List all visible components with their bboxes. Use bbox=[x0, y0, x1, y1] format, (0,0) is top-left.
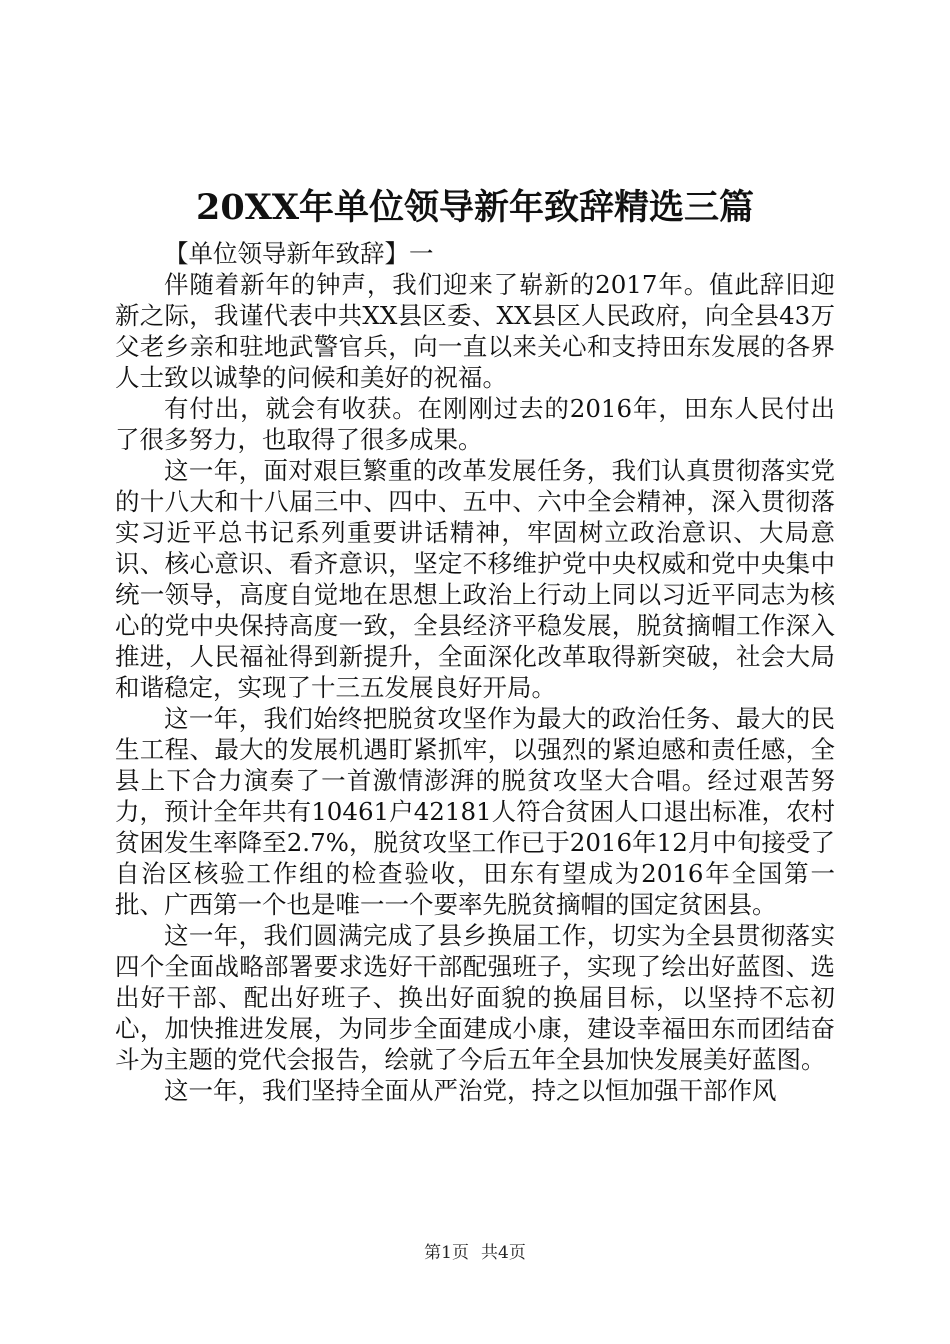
paragraph: 这一年，我们始终把脱贫攻坚作为最大的政治任务、最大的民生工程、最大的发展机遇盯紧抓牢，以强烈的紧迫感和责任感，全县上下合力演奏了一首激情澎湃的脱贫攻坚大合唱。经过艰苦努力，预计全年共有10461户42181人符合贫困人口退出标准，农村贫困发生率降至2.7%，脱贫攻坚工作已于2016年12月中旬接受了自治区核验工作组的检查验收，田东有望成为2016年全国第一批、广西第一个也是唯一一个要率先脱贫摘帽的国定贫困县。 bbox=[115, 704, 835, 919]
paragraph: 有付出，就会有收获。在刚刚过去的2016年，田东人民付出了很多努力，也取得了很多成果。 bbox=[115, 394, 835, 454]
page-number: 第1页 bbox=[424, 1243, 469, 1263]
paragraph: 这一年，面对艰巨繁重的改革发展任务，我们认真贯彻落实党的十八大和十八届三中、四中、五中、六中全会精神，深入贯彻落实习近平总书记系列重要讲话精神，牢固树立政治意识、大局意识、核心意识、看齐意识，坚定不移维护党中央权威和党中央集中统一领导，高度自觉地在思想上政治上行动上同以习近平同志为核心的党中央保持高度一致，全县经济平稳发展，脱贫摘帽工作深入推进，人民福祉得到新提升，全面深化改革取得新突破，社会大局和谐稳定，实现了十三五发展良好开局。 bbox=[115, 456, 835, 702]
page-total: 共4页 bbox=[481, 1243, 526, 1263]
paragraph: 这一年，我们圆满完成了县乡换届工作，切实为全县贯彻落实四个全面战略部署要求选好干部配强班子，实现了绘出好蓝图、选出好干部、配出好班子、换出好面貌的换届目标，以坚持不忘初心，加快推进发展，为同步全面建成小康，建设幸福田东而团结奋斗为主题的党代会报告，绘就了今后五年全县加快发展美好蓝图。 bbox=[115, 921, 835, 1074]
document-body bbox=[115, 238, 835, 1106]
section-label: 【单位领导新年致辞】一 bbox=[164, 239, 434, 268]
paragraph: 这一年，我们坚持全面从严治党，持之以恒加强干部作风 bbox=[164, 1076, 777, 1105]
document-title: 20XX年单位领导新年致辞精选三篇 bbox=[195, 187, 755, 228]
paragraph: 伴随着新年的钟声，我们迎来了崭新的2017年。值此辞旧迎新之际，我谨代表中共XX县区委、XX县区人民政府，向全县43万父老乡亲和驻地武警官兵，向一直以来关心和支持田东发展的各界人士致以诚挚的问候和美好的祝福。 bbox=[115, 270, 835, 392]
page-footer bbox=[0, 1242, 950, 1264]
